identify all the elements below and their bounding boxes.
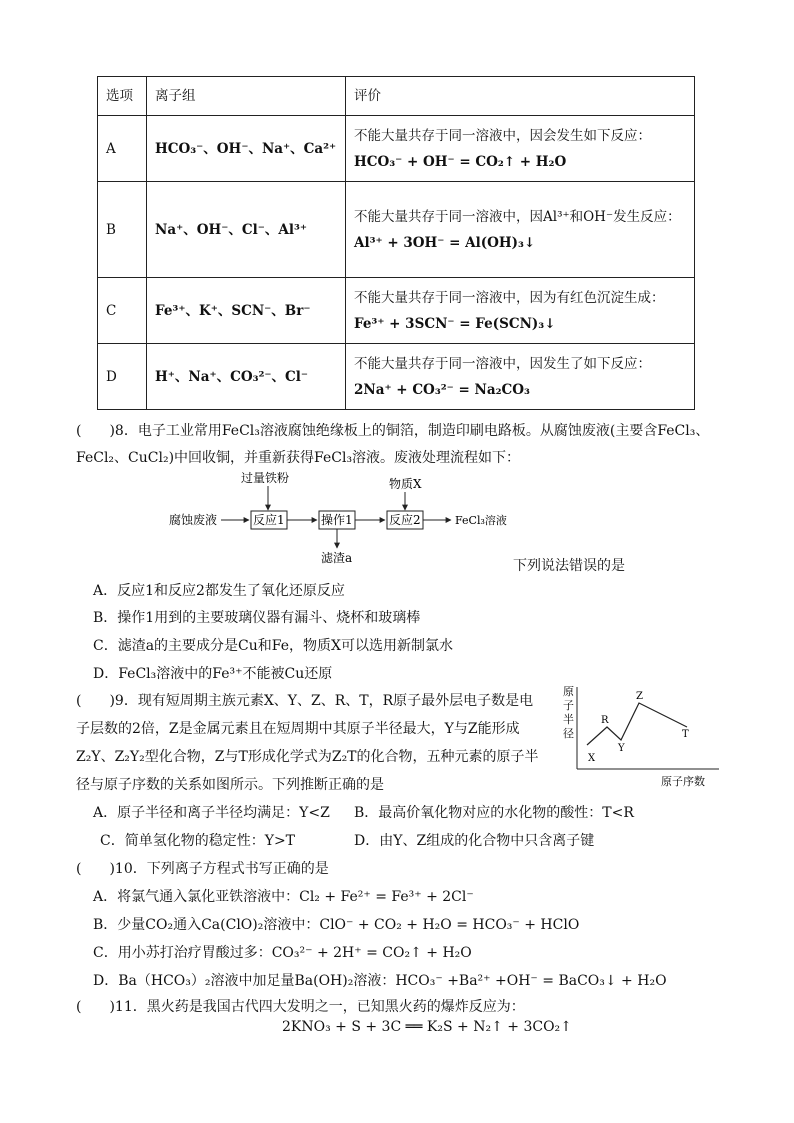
row-ions: H⁺、Na⁺、CO₃²⁻、Cl⁻: [147, 344, 346, 410]
evaluation-text: 不能大量共存于同一溶液中，因发生了如下反应：: [354, 355, 651, 372]
row-evaluation: [346, 182, 695, 278]
row-option: B: [98, 182, 147, 278]
evaluation-equation: Fe³⁺ + 3SCN⁻ = Fe(SCN)₃↓: [354, 315, 556, 332]
q9-option-a: A．原子半径和离子半径均满足：Y<Z: [93, 805, 330, 821]
flow-residue-label: 滤渣a: [321, 551, 353, 565]
row-ions: Fe³⁺、K⁺、SCN⁻、Br⁻: [147, 278, 346, 344]
row-evaluation: [346, 278, 695, 344]
q9-stem-line4: 径与原子序数的关系如图所示。下列推断正确的是: [76, 777, 384, 793]
q10-option-b: B．少量CO₂通入Ca(ClO)₂溶液中：ClO⁻ + CO₂ + H₂O = HCO₃⁻ + HClO: [93, 917, 580, 933]
flow-reagent1-label: 过量铁粉: [241, 471, 290, 485]
flow-box3-label: 反应2: [389, 513, 421, 527]
row-ions: Na⁺、OH⁻、Cl⁻、Al³⁺: [147, 182, 346, 278]
chart-point-label-z: Z: [636, 691, 643, 702]
q8-option-c: C．滤渣a的主要成分是Cu和Fe，物质X可以选用新制氯水: [93, 638, 453, 654]
evaluation-text: 不能大量共存于同一溶液中，因为有红色沉淀生成：: [354, 289, 665, 306]
table-row: [98, 182, 695, 278]
evaluation-equation: HCO₃⁻ + OH⁻ = CO₂↑ + H₂O: [354, 153, 567, 170]
evaluation-text: 不能大量共存于同一溶液中，因会发生如下反应：: [354, 127, 651, 144]
q9-option-c: C．简单氢化物的稳定性：Y>T: [100, 833, 296, 849]
flow-reagent2-label: 物质X: [389, 477, 422, 491]
row-option: A: [98, 116, 147, 182]
q9-option-d: D．由Y、Z组成的化合物中只含离子键: [354, 833, 595, 849]
flow-box1-label: 反应1: [253, 513, 285, 527]
q8-option-b: B．操作1用到的主要玻璃仪器有漏斗、烧杯和玻璃棒: [93, 610, 421, 626]
q10-option-c: C．用小苏打治疗胃酸过多：CO₃²⁻ + 2H⁺ = CO₂↑ + H₂O: [93, 945, 472, 961]
flow-input-label: 腐蚀废液: [169, 513, 218, 527]
evaluation-equation: Al³⁺ + 3OH⁻ = Al(OH)₃↓: [354, 234, 536, 251]
q10-stem: ( )10．下列离子方程式书写正确的是: [76, 861, 329, 877]
row-ions: HCO₃⁻、OH⁻、Na⁺、Ca²⁺: [147, 116, 346, 182]
chart-xlabel: 原子序数: [661, 775, 705, 788]
q8-option-d: D．FeCl₃溶液中的Fe³⁺不能被Cu还原: [93, 666, 333, 682]
chart-ylabel-char: 径: [563, 727, 574, 740]
evaluation-text: 不能大量共存于同一溶液中，因Al³⁺和OH⁻发生反应：: [354, 208, 681, 225]
chart-ylabel-char: 原: [563, 685, 574, 698]
table-row: [98, 344, 695, 410]
q9-stem-line3: Z₂Y、Z₂Y₂型化合物，Z与T形成化学式为Z₂T的化合物，五种元素的原子半: [76, 749, 539, 765]
q8-option-a: A．反应1和反应2都发生了氧化还原反应: [93, 583, 345, 599]
q9-stem-line1: ( )9．现有短周期主族元素X、Y、Z、R、T，R原子最外层电子数是电: [76, 693, 534, 709]
row-evaluation: [346, 116, 695, 182]
evaluation-equation: 2Na⁺ + CO₃²⁻ = Na₂CO₃: [354, 381, 530, 398]
row-evaluation: [346, 344, 695, 410]
q8-stem-line2: FeCl₂、CuCl₂)中回收铜，并重新获得FeCl₃溶液。废液处理流程如下：: [76, 450, 521, 466]
q11-stem: ( )11．黑火药是我国古代四大发明之一，已知黑火药的爆炸反应为：: [76, 999, 525, 1015]
q8-stem-line1: ( )8．电子工业常用FeCl₃溶液腐蚀绝缘板上的铜箔，制造印刷电路板。从腐蚀废液(主要含FeCl₃、: [76, 423, 710, 439]
ion-table: [97, 76, 695, 410]
waste-processing-flowchart: [165, 468, 525, 568]
flow-box2-label: 操作1: [321, 513, 353, 527]
radius-vs-atomic-number-chart: [555, 683, 725, 795]
header-ions: 离子组: [147, 77, 346, 116]
chart-point-label-y: Y: [618, 743, 625, 754]
row-option: C: [98, 278, 147, 344]
q10-option-d: D．Ba（HCO₃）₂溶液中加足量Ba(OH)₂溶液：HCO₃⁻ +Ba²⁺ +OH⁻ = BaCO₃↓ + H₂O: [93, 973, 667, 989]
chart-ylabel-char: 半: [563, 713, 574, 726]
row-option: D: [98, 344, 147, 410]
chart-ylabel-char: 子: [563, 699, 574, 712]
q9-stem-line2: 子层数的2倍，Z是金属元素且在短周期中其原子半径最大，Y与Z能形成: [76, 721, 520, 737]
flow-output-label: FeCl₃溶液: [455, 514, 507, 527]
q10-option-a: A．将氯气通入氯化亚铁溶液中：Cl₂ + Fe²⁺ = Fe³⁺ + 2Cl⁻: [93, 889, 474, 905]
chart-point-label-r: R: [601, 715, 609, 726]
header-evaluation: 评价: [346, 77, 695, 116]
table-row: [98, 278, 695, 344]
q8-ask: 下列说法错误的是: [513, 558, 625, 574]
q11-equation: 2KNO₃ + S + 3C ══ K₂S + N₂↑ + 3CO₂↑: [282, 1019, 572, 1035]
table-header-row: [98, 77, 695, 116]
chart-point-label-x: X: [588, 753, 596, 764]
chart-point-label-t: T: [682, 729, 689, 740]
q9-option-b: B．最高价氧化物对应的水化物的酸性：T<R: [354, 805, 634, 821]
header-option: 选项: [98, 77, 147, 116]
table-row: [98, 116, 695, 182]
